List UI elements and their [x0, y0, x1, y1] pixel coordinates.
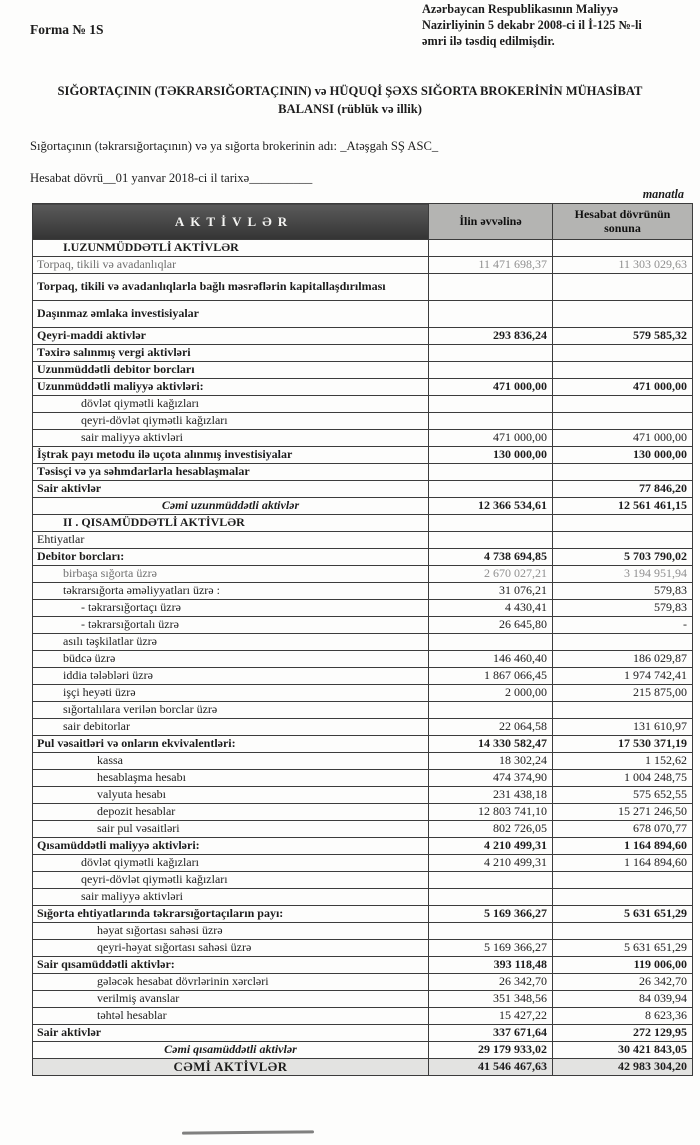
company-name-line: Sığortaçının (təkrarsığortaçının) və ya sığorta brokerinin adı: _Atəşgah SŞ ASC_	[30, 139, 439, 153]
row-label: Təsisçi və ya səhmdarlarla hesablaşmalar	[33, 463, 429, 480]
value-period-end: 15 271 246,50	[553, 803, 693, 820]
scan-artifact	[182, 1130, 314, 1134]
value-year-start	[429, 514, 553, 531]
value-period-end: 1 004 248,75	[553, 769, 693, 786]
row-label: Cəmi uzunmüddətli aktivlər	[33, 497, 429, 514]
row-label: qeyri-həyat sığortası sahəsi üzrə	[33, 939, 429, 956]
row-label: Ehtiyatlar	[33, 531, 429, 548]
value-year-start	[429, 531, 553, 548]
value-period-end: 17 530 371,19	[553, 735, 693, 752]
value-period-end: 42 983 304,20	[553, 1058, 693, 1076]
table-row	[33, 548, 693, 565]
title-line-1: SIĞORTAÇININ (TƏKRARSIĞORTAÇININ) və HÜQUQİ ŞƏXS SIĞORTA BROKERİNİN MÜHASİBAT	[57, 84, 643, 98]
value-year-start	[429, 922, 553, 939]
value-period-end	[553, 514, 693, 531]
row-label: CƏMİ AKTİVLƏR	[33, 1058, 429, 1076]
value-year-start: 393 118,48	[429, 956, 553, 973]
value-year-start: 802 726,05	[429, 820, 553, 837]
table-row	[33, 378, 693, 395]
value-period-end	[553, 344, 693, 361]
value-period-end: 575 652,55	[553, 786, 693, 803]
title-line-2: BALANSI (rüblük və illik)	[278, 102, 422, 117]
value-year-start: 146 460,40	[429, 650, 553, 667]
table-row	[33, 446, 693, 463]
balance-table-body	[33, 239, 693, 1076]
table-row	[33, 922, 693, 939]
value-period-end: 1 974 742,41	[553, 667, 693, 684]
value-period-end	[553, 633, 693, 650]
value-year-start	[429, 701, 553, 718]
table-row	[33, 990, 693, 1007]
row-label: Pul vəsaitləri və onların ekvivalentləri:	[33, 735, 429, 752]
value-year-start: 14 330 582,47	[429, 735, 553, 752]
table-row	[33, 905, 693, 922]
value-period-end	[553, 361, 693, 378]
value-period-end	[553, 922, 693, 939]
row-label: təhtəl hesablar	[33, 1007, 429, 1024]
table-row	[33, 514, 693, 531]
value-period-end: 8 623,36	[553, 1007, 693, 1024]
value-year-start: 351 348,56	[429, 990, 553, 1007]
table-row	[33, 565, 693, 582]
row-label: - təkrarsığortalı üzrə	[33, 616, 429, 633]
row-label: asılı təşkilatlar üzrə	[33, 633, 429, 650]
table-row	[33, 361, 693, 378]
value-year-start	[429, 633, 553, 650]
table-row	[33, 480, 693, 497]
document-title	[20, 82, 680, 119]
table-row	[33, 463, 693, 480]
value-period-end: 579 585,32	[553, 327, 693, 344]
row-label: sair maliyyə aktivləri	[33, 888, 429, 905]
row-label: Sair aktivlər	[33, 480, 429, 497]
value-year-start	[429, 273, 553, 300]
value-period-end: 471 000,00	[553, 378, 693, 395]
value-year-start: 471 000,00	[429, 429, 553, 446]
row-label: birbaşa sığorta üzrə	[33, 565, 429, 582]
value-period-end	[553, 300, 693, 327]
table-row	[33, 497, 693, 514]
value-year-start: 4 738 694,85	[429, 548, 553, 565]
row-label: qeyri-dövlət qiymətli kağızları	[33, 871, 429, 888]
table-row	[33, 684, 693, 701]
value-year-start: 337 671,64	[429, 1024, 553, 1041]
value-period-end	[553, 531, 693, 548]
table-row	[33, 735, 693, 752]
row-label: verilmiş avanslar	[33, 990, 429, 1007]
period-end-column-header: Hesabat dövrünün sonuna	[553, 204, 693, 240]
value-year-start: 5 169 366,27	[429, 939, 553, 956]
value-year-start: 4 210 499,31	[429, 854, 553, 871]
value-period-end: 1 152,62	[553, 752, 693, 769]
approval-line-3: əmri ilə təsdiq edilmişdir.	[422, 33, 555, 48]
value-period-end: -	[553, 616, 693, 633]
value-year-start	[429, 344, 553, 361]
value-year-start: 130 000,00	[429, 446, 553, 463]
value-year-start: 2 000,00	[429, 684, 553, 701]
row-label: Cəmi qısamüddətli aktivlər	[33, 1041, 429, 1058]
value-period-end	[553, 273, 693, 300]
value-year-start: 5 169 366,27	[429, 905, 553, 922]
value-year-start: 31 076,21	[429, 582, 553, 599]
table-row	[33, 531, 693, 548]
row-label: təkrarsığorta əməliyyatları üzrə :	[33, 582, 429, 599]
value-year-start: 26 645,80	[429, 616, 553, 633]
row-label: Torpaq, tikili və avadanlıqlarla bağlı məsrəflərin kapitallaşdırılması	[33, 273, 429, 300]
row-label: kassa	[33, 752, 429, 769]
row-label: Uzunmüddətli maliyyə aktivləri:	[33, 378, 429, 395]
value-period-end: 5 631 651,29	[553, 905, 693, 922]
value-period-end: 11 303 029,63	[553, 256, 693, 273]
row-label: dövlət qiymətli kağızları	[33, 854, 429, 871]
value-year-start: 11 471 698,37	[429, 256, 553, 273]
row-label: gələcək hesabat dövrlərinin xərcləri	[33, 973, 429, 990]
currency-note: manatla	[642, 187, 684, 201]
row-label: sair debitorlar	[33, 718, 429, 735]
table-row	[33, 803, 693, 820]
value-year-start: 1 867 066,45	[429, 667, 553, 684]
table-row	[33, 273, 693, 300]
value-year-start: 26 342,70	[429, 973, 553, 990]
table-row	[33, 871, 693, 888]
row-label: qeyri-dövlət qiymətli kağızları	[33, 412, 429, 429]
value-year-start	[429, 412, 553, 429]
table-row	[33, 429, 693, 446]
value-period-end	[553, 412, 693, 429]
value-period-end: 678 070,77	[553, 820, 693, 837]
value-year-start	[429, 871, 553, 888]
row-label: sair pul vəsaitləri	[33, 820, 429, 837]
value-year-start: 29 179 933,02	[429, 1041, 553, 1058]
value-year-start: 4 210 499,31	[429, 837, 553, 854]
value-period-end: 130 000,00	[553, 446, 693, 463]
value-year-start: 474 374,90	[429, 769, 553, 786]
value-period-end: 579,83	[553, 582, 693, 599]
assets-column-header: AKTİVLƏR	[33, 204, 429, 240]
row-label: həyat sığortası sahəsi üzrə	[33, 922, 429, 939]
row-label: iddia tələbləri üzrə	[33, 667, 429, 684]
row-label: - təkrarsığortaçı üzrə	[33, 599, 429, 616]
row-label: sair maliyyə aktivləri	[33, 429, 429, 446]
table-row	[33, 412, 693, 429]
table-row	[33, 1058, 693, 1076]
form-number: Forma № 1S	[30, 22, 104, 37]
table-row	[33, 395, 693, 412]
value-year-start: 12 366 534,61	[429, 497, 553, 514]
table-row	[33, 786, 693, 803]
row-label: sığortalılara verilən borclar üzrə	[33, 701, 429, 718]
table-row	[33, 344, 693, 361]
row-label: Qısamüddətli maliyyə aktivləri:	[33, 837, 429, 854]
table-row	[33, 1041, 693, 1058]
value-year-start: 18 302,24	[429, 752, 553, 769]
value-year-start: 15 427,22	[429, 1007, 553, 1024]
row-label: dövlət qiymətli kağızları	[33, 395, 429, 412]
value-year-start	[429, 300, 553, 327]
row-label: valyuta hesabı	[33, 786, 429, 803]
table-row	[33, 854, 693, 871]
value-period-end: 119 006,00	[553, 956, 693, 973]
table-row	[33, 1024, 693, 1041]
value-period-end	[553, 888, 693, 905]
value-year-start	[429, 361, 553, 378]
value-year-start: 22 064,58	[429, 718, 553, 735]
value-period-end: 131 610,97	[553, 718, 693, 735]
value-year-start: 293 836,24	[429, 327, 553, 344]
table-row	[33, 616, 693, 633]
row-label: II . QISAMÜDDƏTLİ AKTİVLƏR	[33, 514, 429, 531]
value-period-end: 12 561 461,15	[553, 497, 693, 514]
table-row	[33, 327, 693, 344]
row-label: İştrak payı metodu ilə uçota alınmış investisiyalar	[33, 446, 429, 463]
value-period-end: 26 342,70	[553, 973, 693, 990]
value-period-end: 1 164 894,60	[553, 854, 693, 871]
balance-table	[32, 203, 693, 1076]
table-row	[33, 888, 693, 905]
table-row	[33, 300, 693, 327]
row-label: Təxirə salınmış vergi aktivləri	[33, 344, 429, 361]
value-year-start: 41 546 467,63	[429, 1058, 553, 1076]
value-period-end: 77 846,20	[553, 480, 693, 497]
value-period-end	[553, 871, 693, 888]
value-year-start: 471 000,00	[429, 378, 553, 395]
value-year-start	[429, 239, 553, 256]
table-row	[33, 650, 693, 667]
table-row	[33, 939, 693, 956]
table-row	[33, 582, 693, 599]
value-year-start: 231 438,18	[429, 786, 553, 803]
table-row	[33, 667, 693, 684]
year-start-column-header: İlin əvvəlinə	[429, 204, 553, 240]
row-label: Debitor borcları:	[33, 548, 429, 565]
table-row	[33, 718, 693, 735]
row-label: Sair qısamüddətli aktivlər:	[33, 956, 429, 973]
value-year-start: 12 803 741,10	[429, 803, 553, 820]
report-period-line: Hesabat dövrü__01 yanvar 2018-ci il tarixə__________	[30, 171, 313, 185]
value-year-start	[429, 480, 553, 497]
table-row	[33, 701, 693, 718]
value-period-end: 5 631 651,29	[553, 939, 693, 956]
value-period-end	[553, 395, 693, 412]
table-row	[33, 599, 693, 616]
approval-line-2: Nazirliyinin 5 dekabr 2008-ci il İ-125 №-li	[422, 17, 642, 32]
table-row	[33, 956, 693, 973]
row-label: hesablaşma hesabı	[33, 769, 429, 786]
value-period-end	[553, 701, 693, 718]
table-row	[33, 837, 693, 854]
row-label: Sığorta ehtiyatlarında təkrarsığortaçıların payı:	[33, 905, 429, 922]
value-period-end	[553, 463, 693, 480]
row-label: Daşınmaz əmlaka investisiyalar	[33, 300, 429, 327]
row-label: depozit hesablar	[33, 803, 429, 820]
table-row	[33, 1007, 693, 1024]
table-row	[33, 973, 693, 990]
value-period-end: 3 194 951,94	[553, 565, 693, 582]
row-label: işçi heyəti üzrə	[33, 684, 429, 701]
value-period-end: 186 029,87	[553, 650, 693, 667]
row-label: Uzunmüddətli debitor borcları	[33, 361, 429, 378]
table-row	[33, 820, 693, 837]
value-period-end: 215 875,00	[553, 684, 693, 701]
approval-note	[422, 2, 696, 50]
row-label: büdcə üzrə	[33, 650, 429, 667]
table-row	[33, 769, 693, 786]
value-period-end: 5 703 790,02	[553, 548, 693, 565]
value-period-end: 84 039,94	[553, 990, 693, 1007]
value-period-end: 272 129,95	[553, 1024, 693, 1041]
value-year-start: 4 430,41	[429, 599, 553, 616]
value-period-end: 30 421 843,05	[553, 1041, 693, 1058]
value-period-end: 579,83	[553, 599, 693, 616]
row-label: Sair aktivlər	[33, 1024, 429, 1041]
table-row	[33, 256, 693, 273]
value-period-end	[553, 239, 693, 256]
value-year-start	[429, 888, 553, 905]
value-year-start	[429, 463, 553, 480]
row-label: Qeyri-maddi aktivlər	[33, 327, 429, 344]
table-row	[33, 239, 693, 256]
approval-line-1: Azərbaycan Respublikasının Maliyyə	[422, 2, 619, 16]
value-period-end: 1 164 894,60	[553, 837, 693, 854]
table-row	[33, 633, 693, 650]
row-label: Torpaq, tikili və avadanlıqlar	[33, 256, 429, 273]
value-year-start	[429, 395, 553, 412]
value-period-end: 471 000,00	[553, 429, 693, 446]
row-label: I.UZUNMÜDDƏTLİ AKTİVLƏR	[33, 239, 429, 256]
table-row	[33, 752, 693, 769]
table-header-row	[33, 204, 693, 240]
value-year-start: 2 670 027,21	[429, 565, 553, 582]
